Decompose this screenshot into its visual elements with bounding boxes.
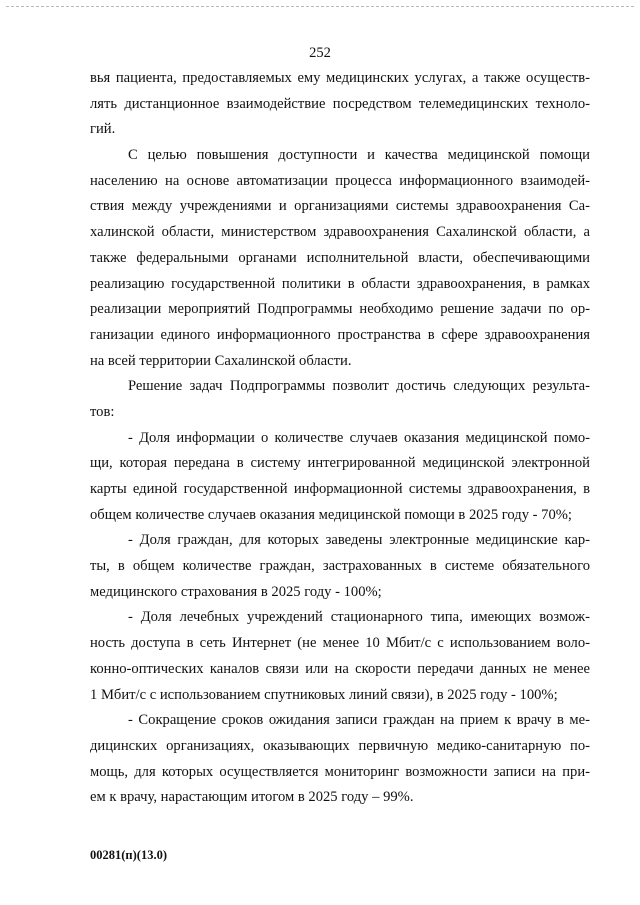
document-code: 00281(п)(13.0) (90, 848, 167, 862)
text-line: на всей территории Сахалинской области. (90, 352, 352, 369)
list-item-line: ты, в общем количестве граждан, застрахованных в системе обязательного (90, 558, 590, 575)
list-item-line: - Доля граждан, для которых заведены электронные медицинские кар- (128, 532, 590, 549)
text-line: халинской области, министерством здравоохранения Сахалинской области, а (90, 224, 590, 241)
page-number: 252 (309, 45, 331, 61)
text-line: вья пациента, предоставляемых ему медицинских услугах, а также осуществ- (90, 70, 590, 86)
list-item-line: карты единой государственной информационной системы здравоохранения, в (90, 481, 590, 497)
text-line: С целью повышения доступности и качества медицинской помощи (128, 147, 590, 164)
document-body (90, 66, 590, 811)
text-line: гий. (90, 121, 116, 138)
text-line: тов: (90, 403, 115, 420)
list-item-line: 1 Мбит/с с использованием спутниковых линий связи), в 2025 году - 100%; (90, 686, 558, 703)
text-line: реализацию государственной политики в области здравоохранения, в рамках (90, 275, 590, 292)
text-line: Решение задач Подпрограммы позволит достичь следующих результа- (128, 378, 590, 395)
text-line: лять дистанционное взаимодействие посредством телемедицинских техноло- (90, 95, 590, 112)
list-item-line: - Доля лечебных учреждений стационарного типа, имеющих возмож- (128, 609, 590, 626)
scan-edge-line (6, 6, 634, 7)
text-line: ганизации единого информационного пространства в сфере здравоохранения (90, 326, 590, 343)
list-item-line: медицинского страхования в 2025 году - 100%; (90, 583, 382, 600)
list-item-line: конно-оптических каналов связи или на скорости передачи данных не менее (90, 660, 590, 677)
text-line: ствия между учреждениями и организациями системы здравоохранения Са- (90, 198, 590, 215)
list-item-line: - Сокращение сроков ожидания записи граждан на прием к врачу в ме- (128, 712, 590, 729)
text-line: также федеральными органами исполнительной власти, обеспечивающими (90, 249, 590, 266)
list-item-line: ем к врачу, нарастающим итогом в 2025 году – 99%. (90, 789, 414, 806)
list-item-line: мощь, для которых осуществляется мониторинг возможности записи на при- (90, 763, 590, 780)
text-line: населению на основе автоматизации процесса информационного взаимодей- (90, 172, 590, 189)
text-line: реализации мероприятий Подпрограммы необходимо решение задачи по ор- (90, 301, 590, 318)
list-item-line: щи, которая передана в систему интегрированной медицинской электронной (90, 455, 590, 472)
list-item-line: - Доля информации о количестве случаев оказания медицинской помо- (128, 429, 590, 446)
list-item-line: ность доступа в сеть Интернет (не менее 10 Мбит/с с использованием воло- (90, 635, 590, 652)
list-item-line: общем количестве случаев оказания медицинской помощи в 2025 году - 70%; (90, 506, 572, 523)
list-item-line: дицинских организациях, оказывающих первичную медико-санитарную по- (90, 737, 590, 754)
